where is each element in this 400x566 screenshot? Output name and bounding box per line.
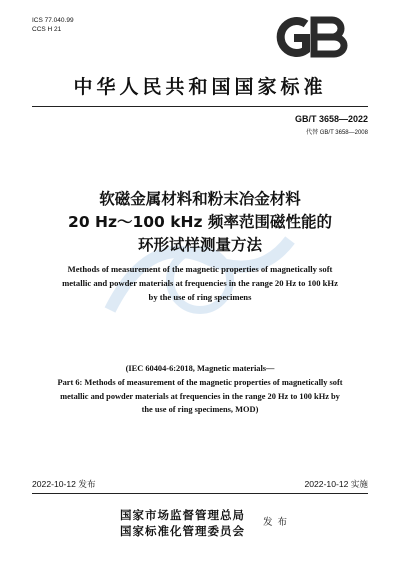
footer-divider <box>32 493 368 494</box>
english-title-line: Methods of measurement of the magnetic properties of magnetically soft <box>67 264 333 274</box>
identical-line: the use of ring specimens, MOD) <box>141 405 259 415</box>
english-title <box>34 262 366 304</box>
issue-word: 发布 <box>263 517 293 528</box>
implementation-date: 2022-10-12 实施 <box>304 479 368 489</box>
english-title-line: metallic and powder materials at frequencies in the range 20 Hz to 100 kHz <box>62 278 338 288</box>
ccs-code: CCS H 21 <box>32 26 62 33</box>
identical-standard-note <box>30 362 370 417</box>
identical-line: metallic and powder materials at frequencies in the range 20 Hz to 100 kHz by <box>60 391 340 401</box>
replaces-standard: 代替 GB/T 3658—2008 <box>306 130 368 136</box>
issuer-samr: 国家市场监督管理总局 <box>120 508 245 522</box>
ics-code: ICS 77.040.99 <box>32 17 74 24</box>
chinese-title-line: 环形试样测量方法 <box>137 236 262 254</box>
identical-line: (IEC 60404-6:2018, Magnetic materials— <box>125 364 275 373</box>
chinese-title-line: 软磁金属材料和粉末冶金材料 <box>99 190 301 208</box>
chinese-title <box>0 188 400 257</box>
issue-date: 2022-10-12 发布 <box>32 479 96 489</box>
english-title-line: by the use of ring specimens <box>148 292 252 302</box>
chinese-title-line: 20 Hz～100 kHz 频率范围磁性能的 <box>68 213 332 231</box>
identical-line: Part 6: Methods of measurement of the magnetic properties of magnetically soft <box>57 377 343 387</box>
issuing-authorities <box>120 507 245 539</box>
standard-number: GB/T 3658—2022 <box>294 114 368 124</box>
national-standard-heading: 中华人民共和国国家标准 <box>73 76 327 98</box>
classification-codes <box>32 16 74 34</box>
issuer-sac: 国家标准化管理委员会 <box>120 524 245 538</box>
header-divider <box>32 106 368 107</box>
gb-logo-icon <box>272 14 354 60</box>
